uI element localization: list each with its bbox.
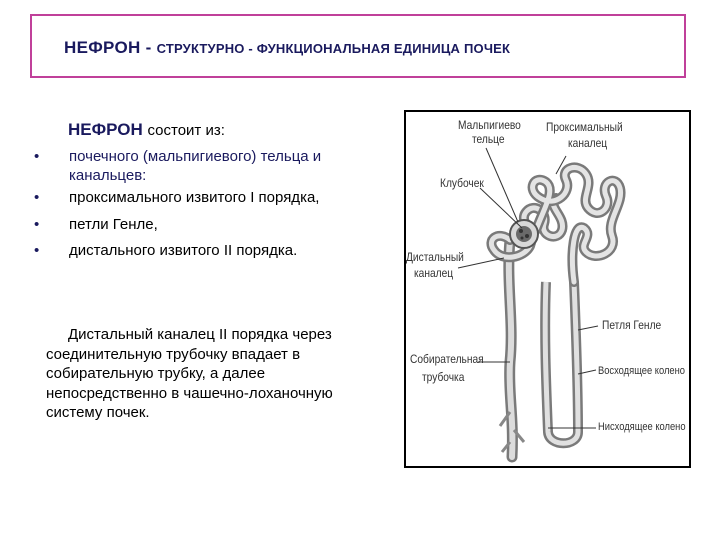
list-item: • петли Генле,: [34, 216, 394, 235]
page-title: [64, 38, 510, 58]
list-item: • проксимального извитого I порядка,: [34, 189, 394, 208]
label-distal-2: каналец: [414, 266, 454, 280]
nephron-figure: [404, 110, 691, 468]
label-proximal-2: каналец: [568, 136, 608, 150]
label-collecting-1: Собирательная: [410, 352, 484, 366]
label-glomerulus: Клубочек: [440, 176, 484, 190]
title-subtitle: СТРУКТУРНО - ФУНКЦИОНАЛЬНАЯ ЕДИНИЦА ПОЧЕК: [156, 41, 511, 56]
intro-keyword: НЕФРОН: [68, 120, 143, 139]
intro-rest: состоит из:: [147, 122, 225, 139]
intro-line: [68, 120, 225, 140]
label-malpighian-2: тельце: [472, 132, 505, 146]
component-list: [34, 148, 394, 269]
label-henle: Петля Генле: [602, 318, 662, 332]
label-proximal-1: Проксимальный: [546, 120, 623, 134]
list-item: • почечного (мальпигиевого) тельца и канальцев:: [34, 148, 394, 185]
title-keyword: НЕФРОН -: [64, 38, 157, 57]
glomerulus-core: [516, 226, 532, 242]
nephron-illustration: [406, 112, 689, 466]
description-paragraph: Дистальный каналец II порядка через соединительную трубочку впадает в собирательную трубку, а далее непосредственно в чашечно-лоханочную систему почек.: [46, 326, 333, 421]
label-collecting-2: трубочка: [422, 370, 465, 384]
title-box: [30, 14, 686, 78]
label-ascending: Восходящее колено: [598, 365, 685, 377]
label-descending: Нисходящее колено: [598, 421, 686, 433]
label-malpighian-1: Мальпигиево: [458, 118, 521, 132]
label-distal-1: Дистальный: [406, 250, 464, 264]
list-item: • дистального извитого II порядка.: [34, 242, 394, 261]
